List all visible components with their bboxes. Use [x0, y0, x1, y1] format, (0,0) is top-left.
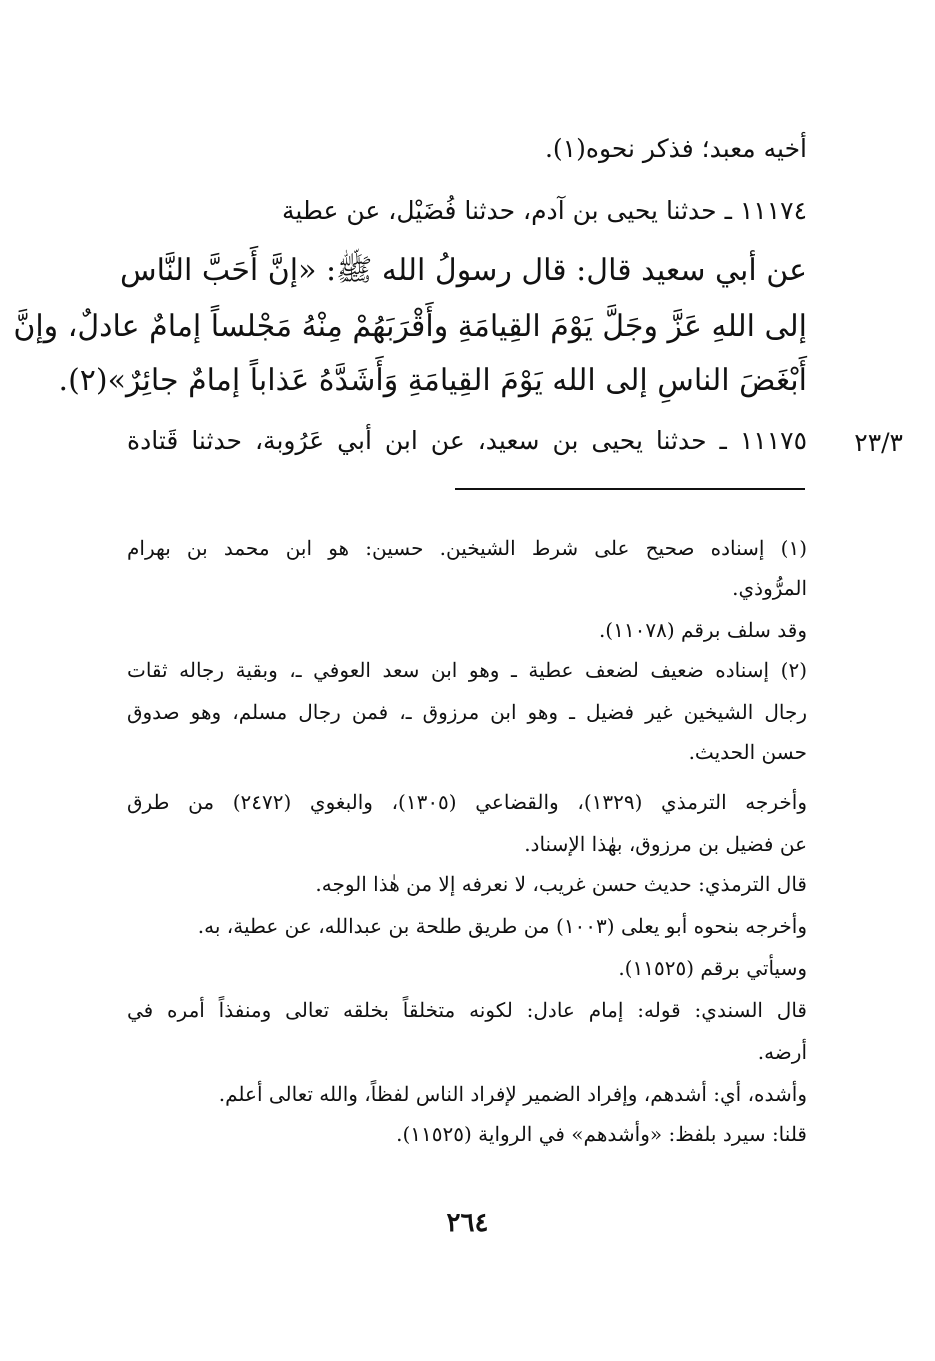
hadith-text-line-2: إلى اللهِ عَزَّ وجَلَّ يَوْمَ القِيامَةِ وأَقْرَبَهُمْ مِنْهُ مَجْلساً إمامٌ عادلٌ، وإنَّ	[13, 309, 807, 344]
footnote-1-line-1: (١) إسناده صحيح على شرط الشيخين. حسين: هو ابن محمد بن بهرام	[127, 536, 807, 560]
page-number: ٢٦٤	[446, 1208, 489, 1238]
footnote-2-line-6: قال الترمذي: حديث حسن غريب، لا نعرفه إلا من هٰذا الوجه.	[315, 872, 807, 896]
footnote-2-line-12: قلنا: سيرد بلفظ: «وأشدهم» في الرواية (١١٥٢٥).	[396, 1122, 807, 1146]
footnote-2-line-11: وأشده، أي: أشدهم، وإفراد الضمير لإفراد الناس لفظاً، والله تعالى أعلم.	[218, 1082, 807, 1106]
margin-reference: ٢٣/٣	[854, 428, 903, 457]
footnote-2-line-4: وأخرجه الترمذي (١٣٢٩)، والقضاعي (١٣٠٥)، والبغوي (٢٤٧٢) من طرق	[127, 790, 807, 814]
footnote-2-line-7: وأخرجه بنحوه أبو يعلى (١٠٠٣) من طريق طلحة بن عبدالله، عن عطية، به.	[197, 914, 807, 938]
footnote-2-line-1: (٢) إسناده ضعيف لضعف عطية ـ وهو ابن سعد العوفي ـ، وبقية رجاله ثقات	[127, 658, 807, 682]
hadith-11174-heading: ١١١٧٤ ـ حدثنا يحيى بن آدم، حدثنا فُضَيْل، عن عطية	[282, 196, 807, 225]
footnote-2-line-9: قال السندي: قوله: إمام عادل: لكونه متخلقاً بخلقه تعالى ومنفذاً أمره في	[127, 998, 807, 1022]
footnote-1-line-3: وقد سلف برقم (١١٠٧٨).	[598, 618, 807, 642]
hadith-text-line-1: عن أبي سعيد قال: قال رسولُ الله ﷺ: «إنَّ أَحَبَّ النَّاس	[120, 253, 807, 288]
footnote-2-line-10: أرضه.	[757, 1040, 807, 1064]
hadith-text-line-3: أَبْغَضَ الناسِ إلى الله يَوْمَ القِيامَةِ وَأَشَدَّهُ عَذاباً إمامٌ جائِرٌ»(٢).	[58, 363, 807, 398]
footnote-2-line-8: وسيأتي برقم (١١٥٢٥).	[618, 956, 807, 980]
footnote-1-line-2: المرُّوذي.	[732, 576, 807, 600]
footnote-2-line-3: حسن الحديث.	[688, 740, 807, 764]
footnote-divider	[455, 488, 805, 490]
main-text-line-1: أخيه معبد؛ فذكر نحوه(١).	[544, 134, 807, 163]
footnote-2-line-2: رجال الشيخين غير فضيل ـ وهو ابن مرزوق ـ، فمن رجال مسلم، وهو صدوق	[127, 700, 807, 724]
hadith-11175-heading: ١١١٧٥ ـ حدثنا يحيى بن سعيد، عن ابن أبي عَرُوبة، حدثنا قَتادة	[127, 426, 807, 455]
footnote-2-line-5: عن فضيل بن مرزوق، بهٰذا الإسناد.	[524, 832, 807, 856]
